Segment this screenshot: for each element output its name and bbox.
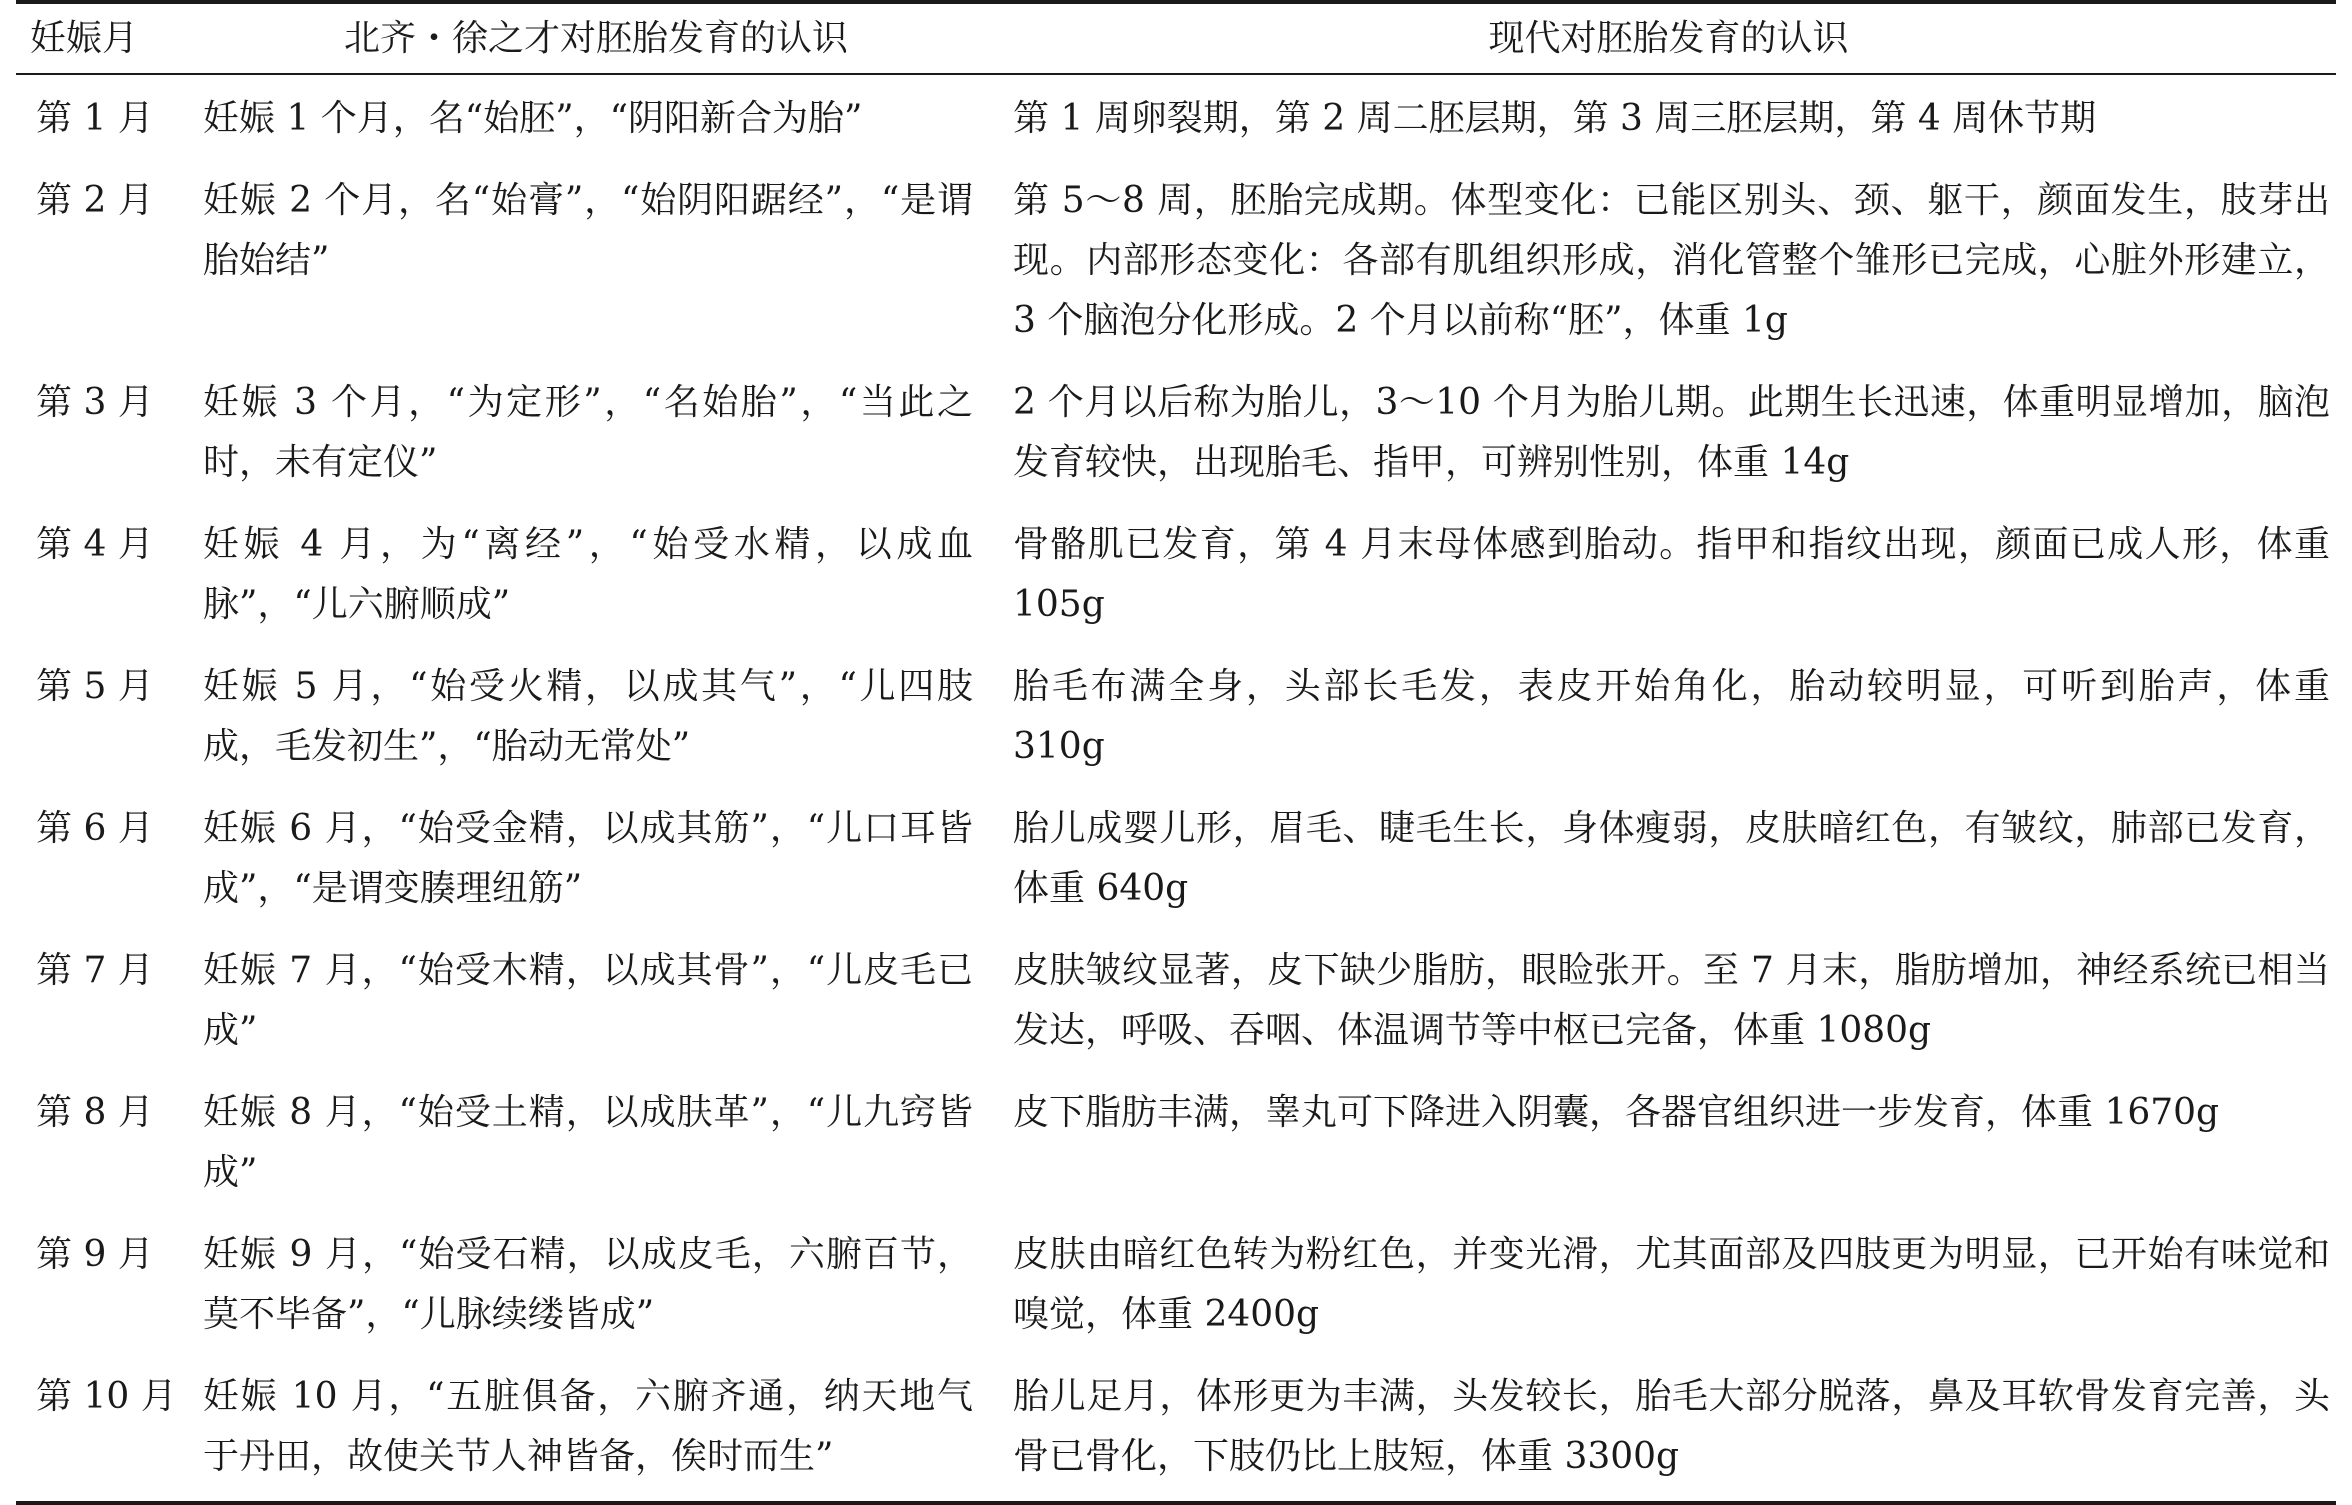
table-body (16, 74, 2336, 1503)
table-row (16, 1213, 2336, 1355)
row-month: 第 2 月 (36, 180, 154, 221)
row-modern: 2 个月以后称为胎儿，3～10 个月为胎儿期。此期生长迅速，体重明显增加，脑泡发育较快，出现胎毛、指甲，可辨别性别，体重 14g (1013, 382, 2330, 483)
row-modern: 胎儿足月，体形更为丰满，头发较长，胎毛大部分脱落，鼻及耳软骨发育完善，头骨已骨化，下肢仍比上肢短，体重 3300g (1001, 1355, 2336, 1503)
row-ancient: 妊娠 8 月，“始受土精，以成肤革”，“儿九窍皆成” (203, 1092, 973, 1193)
row-modern: 胎毛布满全身，头部长毛发，表皮开始角化，胎动较明显，可听到胎声，体重 310g (1013, 666, 2330, 767)
embryo-development-table-container (16, 0, 2336, 1505)
row-month: 第 7 月 (36, 950, 154, 991)
row-month: 第 5 月 (36, 666, 154, 707)
row-ancient: 妊娠 5 月，“始受火精，以成其气”，“儿四肢成，毛发初生”，“胎动无常处” (203, 666, 973, 767)
row-month: 第 3 月 (36, 382, 154, 423)
row-modern: 胎儿成婴儿形，眉毛、睫毛生长，身体瘦弱，皮肤暗红色，有皱纹，肺部已发育，体重 640g (1013, 808, 2330, 909)
table-row (16, 1355, 2336, 1503)
row-ancient: 妊娠 7 月，“始受木精，以成其骨”，“儿皮毛已成” (203, 950, 973, 1051)
table-row (16, 503, 2336, 645)
row-month: 第 4 月 (36, 524, 154, 565)
row-month: 第 10 月 (16, 1355, 191, 1503)
row-ancient: 妊娠 6 月，“始受金精，以成其筋”，“儿口耳皆成”，“是谓变腠理纽筋” (203, 808, 973, 909)
embryo-development-table (16, 0, 2336, 1505)
row-modern: 皮肤由暗红色转为粉红色，并变光滑，尤其面部及四肢更为明显，已开始有味觉和嗅觉，体重 2400g (1013, 1234, 2330, 1335)
row-modern: 皮肤皱纹显著，皮下缺少脂肪，眼睑张开。至 7 月末，脂肪增加，神经系统已相当发达，呼吸、吞咽、体温调节等中枢已完备，体重 1080g (1013, 950, 2330, 1051)
row-ancient: 妊娠 1 个月，名“始胚”，“阴阳新合为胎” (203, 98, 863, 139)
table-row (16, 1071, 2336, 1213)
header-ancient-understanding: 北齐・徐之才对胚胎发育的认识 (191, 2, 1001, 74)
row-month: 第 6 月 (36, 808, 154, 849)
table-row (16, 159, 2336, 361)
table-row (16, 74, 2336, 159)
row-modern: 第 1 周卵裂期，第 2 周二胚层期，第 3 周三胚层期，第 4 周休节期 (1013, 98, 2097, 139)
row-ancient: 妊娠 3 个月，“为定形”，“名始胎”，“当此之时，未有定仪” (203, 382, 973, 483)
header-modern-understanding: 现代对胚胎发育的认识 (1001, 2, 2336, 74)
row-ancient: 妊娠 10 月，“五脏俱备，六腑齐通，纳天地气于丹田，故使关节人神皆备，俟时而生” (191, 1355, 1001, 1503)
row-modern: 皮下脂肪丰满，睾丸可下降进入阴囊，各器官组织进一步发育，体重 1670g (1013, 1092, 2220, 1133)
table-row (16, 929, 2336, 1071)
table-header (16, 2, 2336, 74)
table-row (16, 645, 2336, 787)
row-modern: 第 5～8 周，胚胎完成期。体型变化：已能区别头、颈、躯干，颜面发生，肢芽出现。内部形态变化：各部有肌组织形成，消化管整个雏形已完成，心脏外形建立，3 个脑泡分化形成。2 个月以前称“胚”，体重 1g (1013, 180, 2330, 341)
row-ancient: 妊娠 9 月，“始受石精，以成皮毛，六腑百节，莫不毕备”，“儿脉续缕皆成” (203, 1234, 973, 1335)
row-month: 第 1 月 (36, 98, 154, 139)
header-row (16, 2, 2336, 74)
row-month: 第 9 月 (36, 1234, 154, 1275)
row-modern: 骨骼肌已发育，第 4 月末母体感到胎动。指甲和指纹出现，颜面已成人形，体重 105g (1013, 524, 2330, 625)
row-ancient: 妊娠 2 个月，名“始膏”，“始阴阳踞经”，“是谓胎始结” (203, 180, 973, 281)
row-month: 第 8 月 (36, 1092, 154, 1133)
row-ancient: 妊娠 4 月，为“离经”，“始受水精，以成血脉”，“儿六腑顺成” (203, 524, 973, 625)
table-row (16, 787, 2336, 929)
header-month: 妊娠月 (16, 2, 191, 74)
table-row (16, 361, 2336, 503)
